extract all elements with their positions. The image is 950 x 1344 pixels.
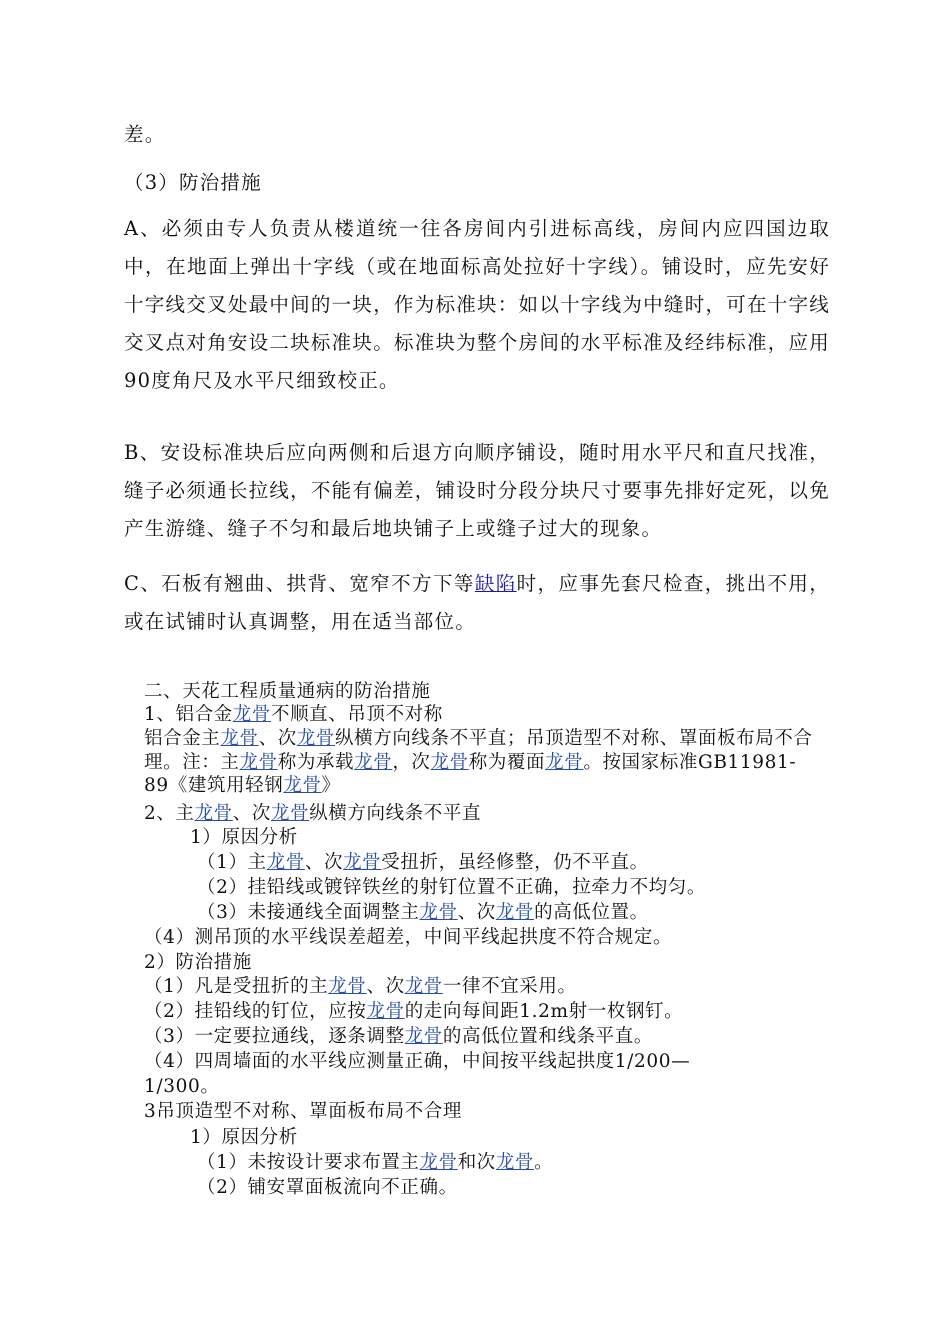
subsection-1-desc	[144, 727, 816, 798]
subsection-2-title	[144, 802, 824, 826]
text: 称为承载	[277, 751, 355, 773]
paragraph-c	[124, 565, 830, 641]
text: （3）一定要拉通线，逐条调整	[144, 1026, 405, 1047]
measure-item-4b	[144, 1075, 824, 1099]
text: （1）凡是受扭折的主	[144, 976, 329, 997]
text: 1/300。	[144, 1076, 220, 1097]
text: 1）原因分析	[190, 1127, 298, 1148]
link-defect[interactable]: 缺陷	[474, 572, 517, 595]
text: （1）未按设计要求布置主	[197, 1152, 420, 1173]
text: C、石板有翘曲、拱背、宽窄不方下等	[124, 572, 475, 595]
text: 3吊顶造型不对称、罩面板布局不合理	[144, 1101, 462, 1122]
text: 、次	[457, 902, 496, 923]
text: 。	[534, 1152, 554, 1173]
link-keel[interactable]: 龙骨	[270, 803, 310, 824]
text: ，次	[392, 751, 431, 773]
measure-item-4a	[144, 1050, 824, 1074]
measure-item-3	[144, 1025, 824, 1049]
text: 、次	[232, 803, 271, 824]
text: 1）原因分析	[190, 827, 298, 848]
link-keel[interactable]: 龙骨	[419, 1152, 458, 1173]
text: 。按国家标准GB11981-89《建筑用轻钢	[144, 751, 797, 796]
cause2-title	[190, 1126, 870, 1150]
text: 的高低位置和线条平直。	[442, 1026, 653, 1047]
text: 、次	[258, 728, 297, 749]
text: 纵横方向线条不平直	[309, 803, 482, 824]
link-keel[interactable]: 龙骨	[296, 728, 336, 749]
cause-item-1	[197, 851, 877, 875]
link-keel[interactable]: 龙骨	[239, 751, 278, 773]
text: 时，应事先套尺检查，挑出不用，或在试铺时认真调整，用在适当部位。	[124, 572, 830, 633]
measure-item-2	[144, 1000, 824, 1024]
cause-title	[190, 826, 870, 850]
text: 的高低位置。	[534, 902, 649, 923]
text: 》	[321, 775, 341, 796]
link-keel[interactable]: 龙骨	[404, 976, 443, 997]
text: 、次	[366, 976, 405, 997]
link-keel[interactable]: 龙骨	[328, 976, 367, 997]
link-keel[interactable]: 龙骨	[495, 1152, 535, 1173]
text: （2）铺安罩面板流向不正确。	[197, 1177, 458, 1198]
cause2-item-1	[197, 1151, 877, 1175]
subsection-3-title	[144, 1100, 824, 1124]
link-keel[interactable]: 龙骨	[220, 728, 259, 749]
measure-item-1	[144, 975, 824, 999]
text: （2）挂铅线或镀锌铁丝的射钉位置不正确，拉牵力不均匀。	[197, 877, 706, 898]
text: （4）测吊顶的水平线误差超差，中间平线起拱度不符合规定。	[144, 927, 673, 948]
text: 2、主	[144, 803, 195, 824]
text: 2）防治措施	[144, 952, 252, 973]
link-keel[interactable]: 龙骨	[419, 902, 458, 923]
link-keel[interactable]: 龙骨	[343, 852, 382, 873]
paragraph-b	[124, 434, 830, 548]
cause-item-2	[197, 876, 877, 900]
text: 受扭折，虽经修整，仍不平直。	[381, 852, 649, 873]
paragraph-a	[124, 210, 830, 400]
link-keel[interactable]: 龙骨	[404, 1026, 443, 1047]
link-keel[interactable]: 龙骨	[283, 775, 322, 796]
text: 铝合金主	[144, 728, 221, 749]
paragraph-continuation	[124, 116, 830, 154]
cause-item-4	[144, 926, 824, 950]
text: （3）未接通线全面调整主	[197, 902, 420, 923]
link-keel[interactable]: 龙骨	[266, 852, 305, 873]
link-keel[interactable]: 龙骨	[430, 751, 469, 773]
link-keel[interactable]: 龙骨	[495, 902, 535, 923]
link-keel[interactable]: 龙骨	[545, 751, 584, 773]
text: A、必须由专人负责从楼道统一往各房间内引进标高线，房间内应四国边取中，在地面上弹出十字线（或在地面标高处拉好十字线）。铺设时，应先安好十字线交叉处最中间的一块，作为标准块：如以十字线为中缝时，可在十字线交叉点对角安设二块标准块。标准块为整个房间的水平标准及经纬标准，应用90度角尺及水平尺细致校正。	[124, 217, 830, 392]
link-keel[interactable]: 龙骨	[232, 704, 271, 725]
text: 的走向每间距1.2m射一枚钢钉。	[404, 1001, 684, 1022]
text: 1、铝合金	[144, 704, 233, 725]
text: 二、天花工程质量通病的防治措施	[144, 681, 431, 702]
text: 不顺直、吊顶不对称	[270, 704, 443, 725]
text: （1）主	[197, 852, 267, 873]
text: B、安设标准块后应向两侧和后退方向顺序铺设，随时用水平尺和直尺找准，缝子必须通长拉线，不能有偏差，铺设时分段分块尺寸要事先排好定死，以免产生游缝、缝子不匀和最后地块铺子上或缝子过大的现象。	[124, 441, 830, 540]
heading-prevention	[124, 164, 830, 202]
text: 称为覆面	[468, 751, 546, 773]
link-keel[interactable]: 龙骨	[194, 803, 233, 824]
subsection-1-title	[144, 703, 824, 727]
text: 一律不宜采用。	[442, 976, 577, 997]
text: 和次	[457, 1152, 496, 1173]
text: （2）挂铅线的钉位，应按	[144, 1001, 367, 1022]
cause2-item-2	[197, 1176, 877, 1200]
measure-title	[144, 951, 824, 975]
section-title	[144, 680, 824, 704]
text: 、次	[304, 852, 344, 873]
text: （3）防治措施	[124, 171, 262, 194]
cause-item-3	[197, 901, 877, 925]
text: 纵横方向线条不平直；吊顶造型不对称、罩面板布局不合理。注：主	[144, 728, 813, 773]
link-keel[interactable]: 龙骨	[354, 751, 393, 773]
text: 差。	[124, 123, 166, 146]
text: （4）四周墙面的水平线应测量正确，中间按平线起拱度1/200—	[144, 1051, 691, 1072]
link-keel[interactable]: 龙骨	[366, 1001, 405, 1022]
